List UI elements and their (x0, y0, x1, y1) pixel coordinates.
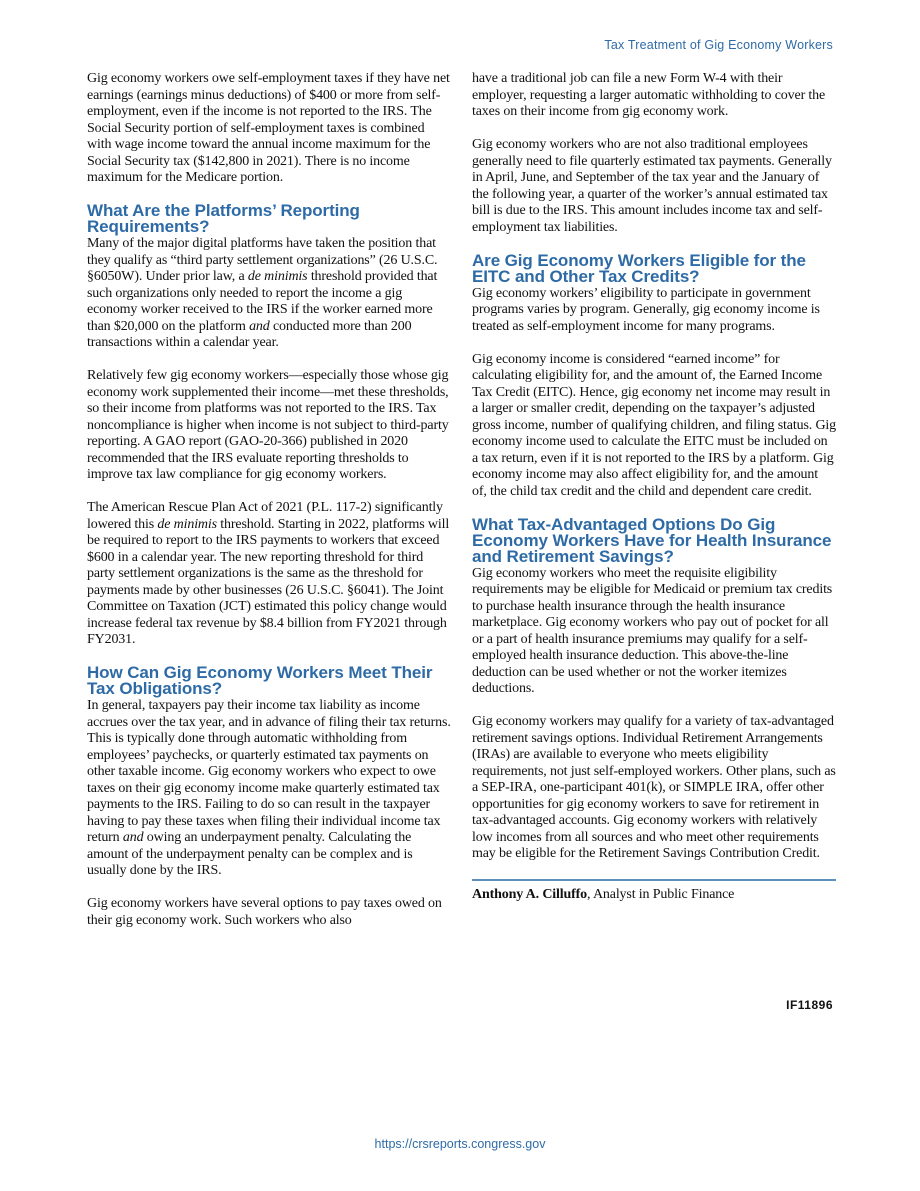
paragraph: Relatively few gig economy workers—especially those whose gig economy work supplemented their income—met these thresholds, so their income from platforms was not reported to the IRS. Tax noncompliance is higher when income is not subject to third-party reporting. A GAO report (GAO-20-366) published in 2020 recommended that the IRS evaluate reporting thresholds to improve tax law compliance for gig economy workers. (87, 368, 449, 482)
paragraph: Gig economy workers who meet the requisite eligibility requirements may be eligible for Medicaid or premium tax credits to purchase health insurance through the health insurance marketplace. Gig economy workers who pay out of pocket for all or a part of health insurance premiums may qualify for a self-employed health insurance deduction. This above-the-line deduction can be used whether or not the worker itemizes deductions. (472, 565, 833, 696)
paragraph: Gig economy workers have several options to pay taxes owed on their gig economy work. Such workers who also (87, 896, 442, 928)
paragraph: Gig economy workers who are not also traditional employees generally need to file quarterly estimated tax payments. Generally in April, June, and September of the tax year and the January of the following year, a quarter of the worker’s annual estimated tax bill is due to the IRS. This amount includes income tax and self-employment tax liabilities. (472, 137, 832, 235)
author-divider (472, 879, 836, 881)
author-title: , Analyst in Public Finance (587, 887, 735, 902)
paragraph: The American Rescue Plan Act of 2021 (P.L. 117-2) significantly lowered this de minimis threshold. Starting in 2022, platforms will be required to report to the IRS payments to workers that exceed $600 in a calendar year. The new reporting threshold for third party settlement organizations is the same as the threshold for payments made by other businesses (26 U.S.C. §6041). The Joint Committee on Taxation (JCT) estimated this policy change would increase federal tax revenue by $8.4 billion from FY2021 through FY2031. (87, 500, 450, 647)
paragraph: In general, taxpayers pay their income tax liability as income accrues over the tax year, and in advance of filing their tax returns. This is typically done through automatic withholding from employees’ paychecks, or quarterly estimated tax payments on other taxable income. Gig economy workers who expect to owe taxes on their gig economy income make quarterly estimated tax payments to the IRS. Failing to do so can result in the taxpayer having to pay these taxes when filing their individual income tax return and owing an underpayment penalty. Calculating the amount of the underpayment penalty can be complex and is usually done by the IRS. (87, 698, 451, 878)
author-line (472, 887, 836, 904)
paragraph: have a traditional job can file a new Form W-4 with their employer, requesting a larger automatic withholding to cover the taxes on their income from gig economy work. (472, 71, 826, 119)
left-column (87, 71, 451, 946)
paragraph: Gig economy workers may qualify for a variety of tax-advantaged retirement savings options. Individual Retirement Arrangements (IRAs) are available to everyone who meets eligibility requirements, not just self-employed workers. Other plans, such as a SEP-IRA, one-participant 401(k), or SIMPLE IRA, offer other opportunities for gig economy workers to save for retirement in tax-advantaged accounts. Gig economy workers with relatively low incomes from all sources and who meet other requirements may be eligible for the Retirement Savings Contribution Credit. (472, 714, 836, 861)
section-heading-eitc: Are Gig Economy Workers Eligible for the EITC and Other Tax Credits? (472, 250, 806, 286)
section-heading-obligations: How Can Gig Economy Workers Meet Their Tax Obligations? (87, 663, 433, 698)
paragraph: Gig economy workers owe self-employment taxes if they have net earnings (earnings minus deductions) of $400 or more from self-employment, even if the income is not reported to the IRS. The Social Security portion of self-employment taxes is combined with wage income toward the annual income maximum for the Social Security tax ($142,800 in 2021). There is no income maximum for the Medicare portion. (87, 71, 450, 185)
section-heading-options: What Tax-Advantaged Options Do Gig Economy Workers Have for Health Insurance and Retirement Savings? (472, 514, 832, 566)
author-name: Anthony A. Cilluffo (472, 887, 588, 902)
section-heading-reporting: What Are the Platforms’ Reporting Requirements? (87, 201, 360, 236)
product-code: IF11896 (786, 998, 833, 1012)
right-column (472, 71, 836, 920)
footer-url-link[interactable]: https://crsreports.congress.gov (374, 1137, 546, 1151)
paragraph: Gig economy income is considered “earned income” for calculating eligibility for, and the amount of, the Earned Income Tax Credit (EITC). Hence, gig economy net income may result in a larger or smaller credit, depending on the taxpayer’s adjusted gross income, number of qualifying children, and filing status. Gig economy income used to calculate the EITC must be included on a tax return, even if it is not reported to the IRS by a platform. Gig economy income may also affect eligibility for, and the amount of, the child tax credit and the child and dependent care credit. (472, 351, 836, 499)
running-header: Tax Treatment of Gig Economy Workers (604, 38, 833, 52)
paragraph: Many of the major digital platforms have taken the position that they qualify as “third party settlement organizations” (26 U.S.C. §6050W). Under prior law, a de minimis threshold provided that such organizations only needed to report the income a gig economy worker received to the IRS if the worker earned more than $20,000 on the platform and conducted more than 200 transactions within a calendar year. (87, 236, 438, 350)
paragraph: Gig economy workers’ eligibility to participate in government programs varies by program. Generally, gig economy income is treated as self-employment income for many programs. (472, 285, 820, 334)
